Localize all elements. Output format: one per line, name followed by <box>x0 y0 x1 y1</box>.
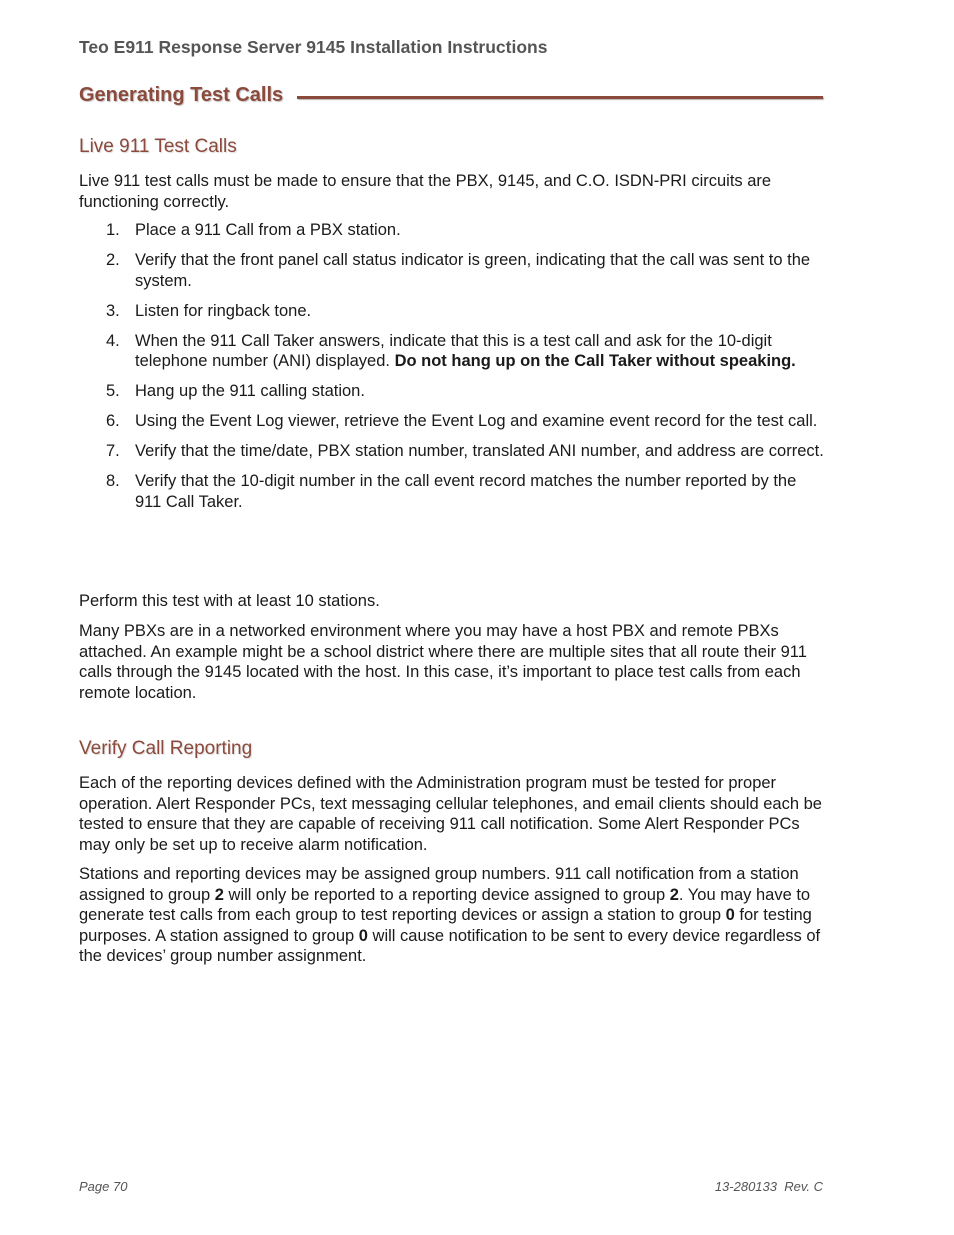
subheading-verify-call-reporting: Verify Call Reporting <box>79 738 253 759</box>
list-item <box>79 331 824 372</box>
list-item <box>79 471 824 512</box>
group-number: 2 <box>214 885 224 904</box>
step-text: Place a 911 Call from a PBX station. <box>135 221 401 239</box>
step-number: 5. <box>106 382 120 400</box>
subheading-live-test-calls: Live 911 Test Calls <box>79 136 237 157</box>
group-number: 2 <box>669 885 679 904</box>
step-number: 8. <box>106 472 120 490</box>
verify-paragraph-1: Each of the reporting devices defined with the Administration program must be tested for proper operation. Alert Responder PCs, text messaging cellular telephones, and email clients should each be tested to ensure that they are capable of receiving 911 call notification. Some Alert Responder PCs may only be set up to receive alarm notification. <box>79 774 822 854</box>
networked-pbx-paragraph: Many PBXs are in a networked environment where you may have a host PBX and remote PBXs attached. An example might be a school district where there are multiple sites that all route their 911 calls through the 9145 located with the host. In this case, it’s important to place test calls from each remote location. <box>79 622 807 702</box>
text-segment: for testing purposes. A station assigned to group <box>79 906 812 945</box>
step-text: When the 911 Call Taker answers, indicate that this is a test call and ask for the 10-digit telephone number (ANI) displayed. <box>135 331 772 370</box>
group-number: 0 <box>725 906 735 924</box>
list-item <box>79 250 824 291</box>
section-title-rule <box>297 96 823 99</box>
step-text: Verify that the time/date, PBX station number, translated ANI number, and address are correct. <box>135 442 824 460</box>
step-warning: Do not hang up on the Call Taker without speaking. <box>394 352 796 370</box>
live-test-intro: Live 911 test calls must be made to ensure that the PBX, 9145, and C.O. ISDN-PRI circuits are functioning correctly. <box>79 172 772 211</box>
step-number: 4. <box>106 331 120 350</box>
text-segment: will cause notification to be sent to every device regardless of the devices’ group number assignment. <box>79 926 821 965</box>
text-segment: Stations and reporting devices may be assigned group numbers. 911 call notification from a station assigned to group <box>79 865 799 904</box>
step-number: 1. <box>106 221 120 239</box>
step-text: Using the Event Log viewer, retrieve the Event Log and examine event record for the test call. <box>135 412 818 430</box>
after-steps-note: Perform this test with at least 10 stations. <box>79 592 380 610</box>
document-header: Teo E911 Response Server 9145 Installation Instructions <box>79 37 548 57</box>
list-item <box>79 301 824 322</box>
list-item <box>79 220 824 241</box>
step-number: 2. <box>106 251 120 269</box>
list-item <box>79 381 824 402</box>
step-text: Listen for ringback tone. <box>135 301 312 320</box>
verify-paragraph-2 <box>79 864 824 967</box>
section-title-row <box>79 84 823 107</box>
group-number: 0 <box>358 926 368 945</box>
text-segment: . You may have to generate test calls from each group to test reporting devices or assign a station to group <box>79 885 811 924</box>
document-number: 13-280133 Rev. C <box>714 1179 823 1194</box>
list-item <box>79 411 824 432</box>
step-text: Verify that the front panel call status indicator is green, indicating that the call was sent to the system. <box>135 251 811 290</box>
list-item <box>79 441 824 462</box>
step-text: Verify that the 10-digit number in the call event record matches the number reported by the 911 Call Taker. <box>135 472 797 511</box>
step-number: 7. <box>106 442 120 460</box>
step-number: 6. <box>106 412 120 430</box>
step-text: Hang up the 911 calling station. <box>135 382 365 400</box>
page-number: Page 70 <box>79 1179 128 1194</box>
text-segment: will only be reported to a reporting device assigned to group <box>223 885 670 904</box>
test-steps-list <box>79 220 824 522</box>
step-number: 3. <box>106 301 120 320</box>
section-title: Generating Test Calls <box>79 84 284 106</box>
